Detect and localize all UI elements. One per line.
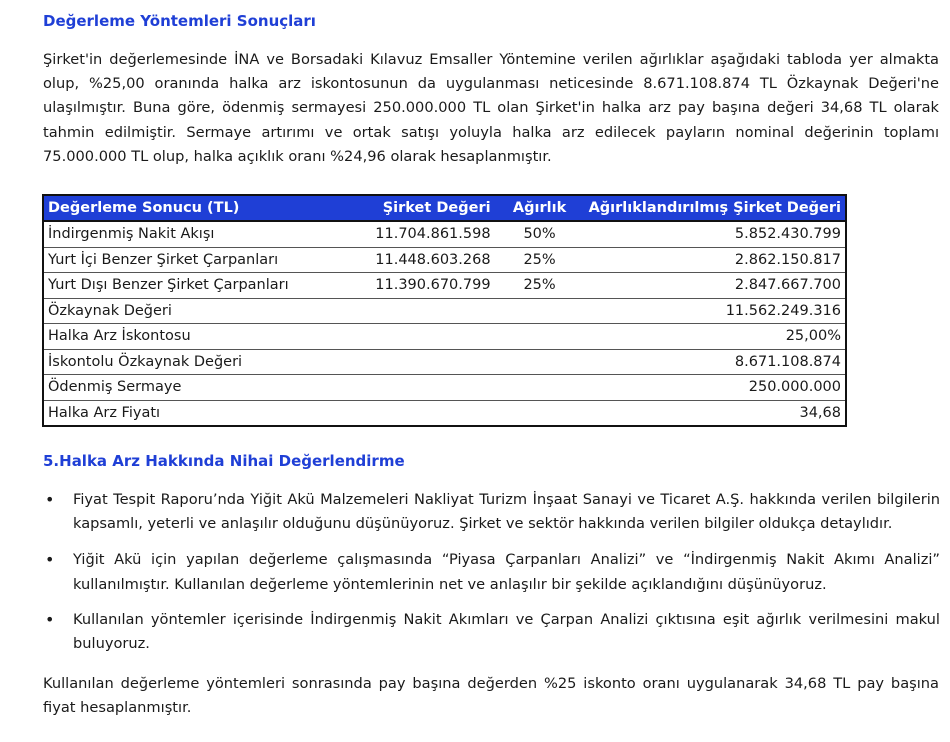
weighted-value-cell: 2.847.667.700 [585,273,846,299]
list-item [0,548,940,596]
weighted-value-cell: 8.671.108.874 [585,349,846,375]
weighted-value-cell: 11.562.249.316 [585,298,846,324]
company-value-cell [357,400,495,426]
assessment-bullet-list [0,488,940,668]
company-value-cell [357,349,495,375]
table-row [43,349,846,375]
weight-cell: 25% [495,273,585,299]
valuation-intro-paragraph: Şirket'in değerlemesinde İNA ve Borsadaki Kılavuz Emsaller Yöntemine verilen ağırlıklar aşağıdaki tabloda yer almakta olup, %25,00 oranında halka arz iskontosunun da uygulanması neticesinde 8.671.108.874 TL Özkaynak Değeri'ne ulaşılmıştır. Buna göre, ödenmiş sermayesi 250.000.000 TL olan Şirket'in halka arz pay başına değeri 34,68 TL olarak tahmin edilmiştir. Sermaye artırımı ve ortak satışı yoluyla halka arz edilecek payların nominal değerinin toplamı 75.000.000 TL olup, halka açıklık oranı %24,96 olarak hesaplanmıştır. [43,51,939,165]
weighted-value-cell: 2.862.150.817 [585,247,846,273]
bullet-icon: • [45,609,55,629]
table-row [43,247,846,273]
table-row [43,375,846,401]
bullet-text: Fiyat Tespit Raporu’nda Yiğit Akü Malzemeleri Nakliyat Turizm İnşaat Sanayi ve Ticaret A.Ş. hakkında verilen bilgilerin kapsamlı, yeterli ve anlaşılır olduğunu düşünüyoruz. Şirket ve sektör hakkında verilen bilgiler oldukça detaylıdır. [73,491,940,533]
row-label: Halka Arz Fiyatı [48,404,161,421]
closing-paragraph: Kullanılan değerleme yöntemleri sonrasında pay başına değerden %25 iskonto oranı uygulanarak 34,68 TL pay başına fiyat hesaplanmıştır. [43,675,939,717]
bullet-text: Yiğit Akü için yapılan değerleme çalışmasında “Piyasa Çarpanları Analizi” ve “İndirgenmiş Nakit Akımı Analizi” kullanılmıştır. Kullanılan değerleme yöntemlerinin net ve anlaşılır bir şekilde açıklandığını düşünüyoruz. [73,551,940,593]
list-item [0,608,940,656]
col-header-weighted-value: Ağırlıklandırılmış Şirket Değeri [585,195,846,221]
bullet-icon: • [45,550,55,570]
weight-cell [495,324,585,350]
company-value-cell [357,298,495,324]
bullet-icon: • [45,490,55,509]
section-title-final-assessment: 5.Halka Arz Hakkında Nihai Değerlendirme [43,452,405,470]
col-header-valuation-result: Değerleme Sonucu (TL) [43,195,357,221]
bullet-text: Kullanılan yöntemler içerisinde İndirgenmiş Nakit Akımları ve Çarpan Analizi çıktısına eşit ağırlık verilmesini makul buluyoruz. [73,610,940,653]
weighted-value-cell: 250.000.000 [585,375,846,401]
company-value-cell [357,324,495,350]
row-label: Özkaynak Değeri [43,298,357,324]
table-header-row [43,195,846,221]
weight-cell [495,298,585,324]
table-row [43,273,846,299]
weighted-value-cell: 25,00% [585,324,846,350]
weight-cell [495,349,585,375]
list-item [0,488,940,536]
company-value-cell: 11.704.861.598 [357,221,495,247]
table-row [43,221,846,247]
row-label: İskontolu Özkaynak Değeri [43,349,357,375]
company-value-cell: 11.448.603.268 [357,247,495,273]
col-header-company-value: Şirket Değeri [357,195,495,221]
company-value-cell [357,375,495,401]
table-row [43,324,846,350]
table-row [43,400,846,426]
weight-cell: 50% [495,221,585,247]
row-label: Yurt Dışı Benzer Şirket Çarpanları [43,273,357,299]
col-header-weight: Ağırlık [495,195,585,221]
section-title-valuation-results: Değerleme Yöntemleri Sonuçları [43,12,316,30]
weighted-value-cell: 5.852.430.799 [585,221,846,247]
row-label: İndirgenmiş Nakit Akışı [43,221,357,247]
row-label: Yurt İçi Benzer Şirket Çarpanları [43,247,357,273]
weight-cell [495,400,585,426]
company-value-cell: 11.390.670.799 [357,273,495,299]
weight-cell: 25% [495,247,585,273]
weight-cell [495,375,585,401]
weighted-value-cell: 34,68 [799,404,841,421]
row-label: Ödenmiş Sermaye [43,375,357,401]
valuation-results-table [42,194,847,427]
row-label: Halka Arz İskontosu [43,324,357,350]
table-row [43,298,846,324]
